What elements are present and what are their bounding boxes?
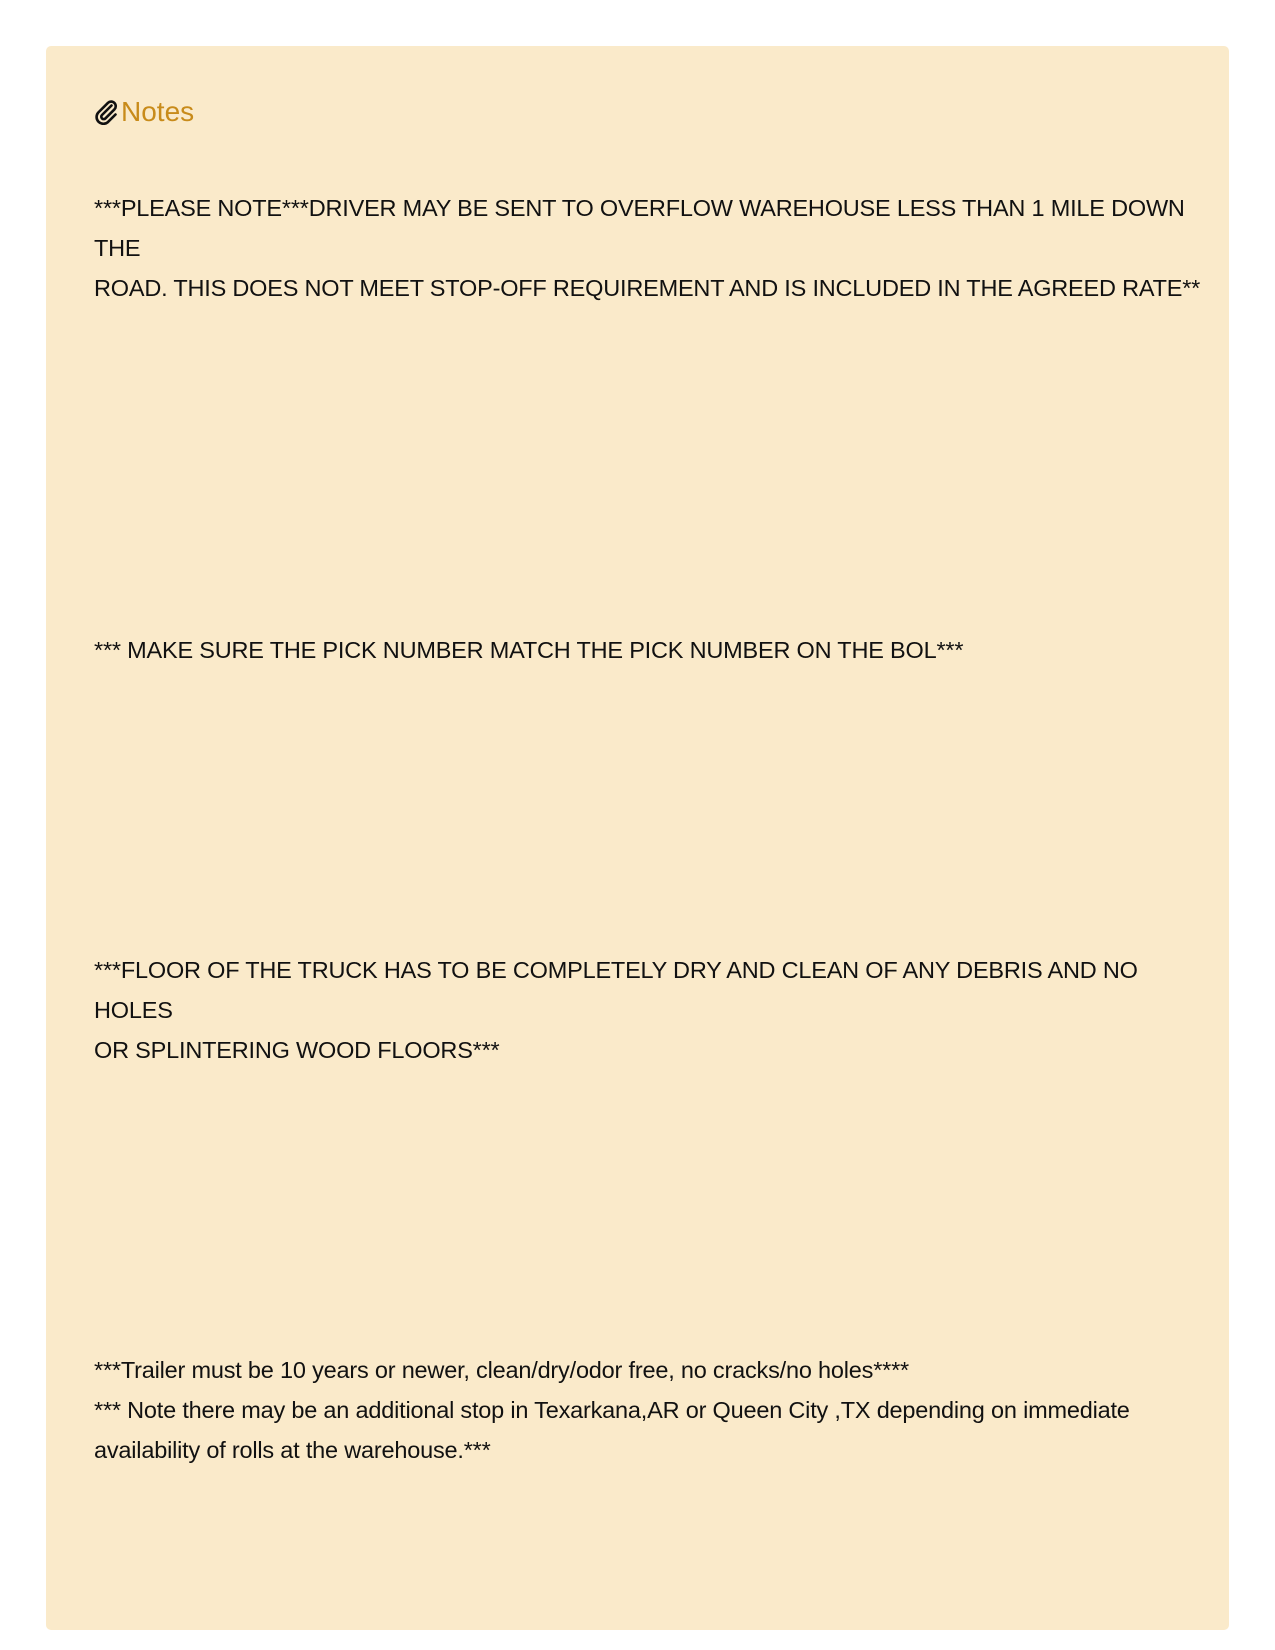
note-line: *** MAKE SURE THE PICK NUMBER MATCH THE PICK NUMBER ON THE BOL*** xyxy=(94,637,964,663)
note-overflow-warehouse xyxy=(94,188,1204,308)
note-line: ROAD. THIS DOES NOT MEET STOP-OFF REQUIREMENT AND IS INCLUDED IN THE AGREED RATE** xyxy=(94,275,1201,301)
paperclip-icon xyxy=(94,99,118,125)
note-line: OR SPLINTERING WOOD FLOORS*** xyxy=(94,1037,500,1063)
note-pick-number xyxy=(94,630,1204,670)
note-line: ***Trailer must be 10 years or newer, clean/dry/odor free, no cracks/no holes**** xyxy=(94,1357,909,1383)
note-trailer-requirements xyxy=(94,1350,1204,1470)
note-line: ***FLOOR OF THE TRUCK HAS TO BE COMPLETELY DRY AND CLEAN OF ANY DEBRIS AND NO HOLES xyxy=(94,957,1145,1023)
note-line: *** Note there may be an additional stop in Texarkana,AR or Queen City ,TX depending on immediate availability of rolls at the warehouse.*** xyxy=(94,1397,1137,1463)
note-line: ***PLEASE NOTE***DRIVER MAY BE SENT TO OVERFLOW WAREHOUSE LESS THAN 1 MILE DOWN THE xyxy=(94,195,1191,261)
note-truck-floor xyxy=(94,950,1204,1070)
notes-header xyxy=(94,92,194,132)
notes-title: Notes xyxy=(121,96,195,127)
notes-panel xyxy=(46,46,1229,1630)
